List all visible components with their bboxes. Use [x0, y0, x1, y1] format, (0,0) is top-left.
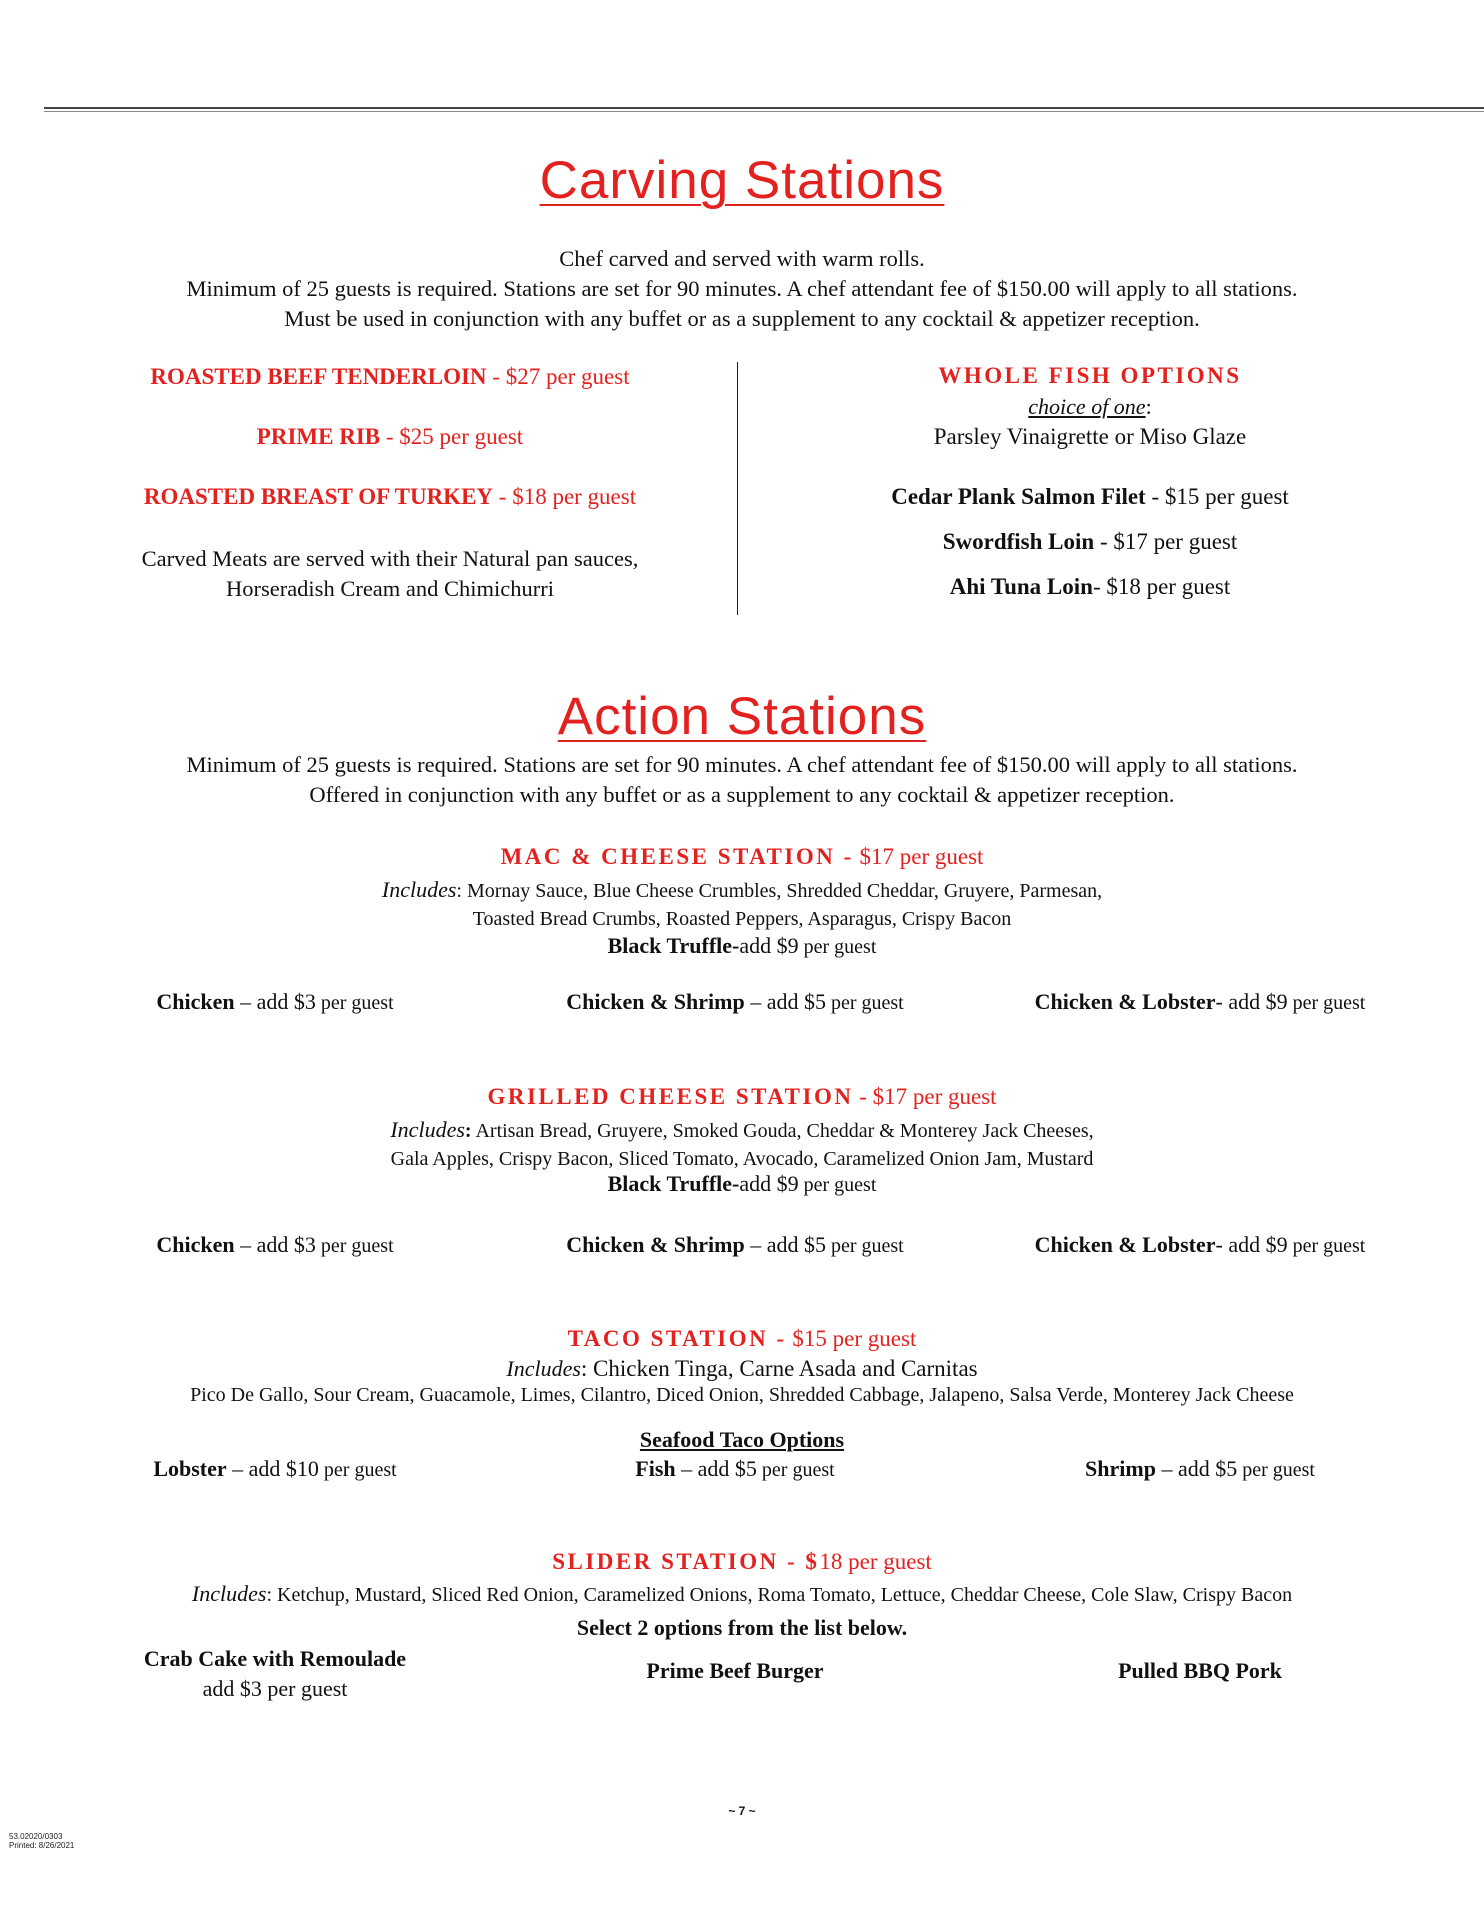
- top-rule: [44, 107, 1484, 109]
- includes-label: Includes: [381, 877, 457, 902]
- addon-add: - add $9: [1215, 1232, 1288, 1257]
- addon-per: per guest: [825, 992, 904, 1014]
- truffle-name: Black Truffle-: [607, 1171, 740, 1196]
- slider-select-text: Select 2 options from the list below.: [576, 1615, 908, 1640]
- footer-printed: Printed: 8/26/2021: [9, 1841, 75, 1850]
- grilled-addon: [80, 1232, 470, 1258]
- carving-note: [40, 544, 740, 604]
- addon-add: – add $5: [675, 1456, 757, 1481]
- includes-text: Artisan Bread, Gruyere, Smoked Gouda, Cheddar & Monterey Jack Cheeses,: [471, 1120, 1094, 1142]
- addon-per: per guest: [825, 1235, 904, 1257]
- fish-item-price: - $15 per guest: [1145, 484, 1289, 509]
- column-divider: [737, 362, 738, 615]
- fish-item: [740, 484, 1440, 510]
- taco-header: [0, 1326, 1484, 1352]
- carving-intro-line: Minimum of 25 guests is required. Stations are set for 90 minutes. A chef attendant fee of $150.00 will apply to all stations.: [186, 276, 1298, 301]
- truffle-per: per guest: [798, 936, 877, 958]
- addon-add: – add $10: [226, 1456, 319, 1481]
- grilled-truffle: [0, 1171, 1484, 1197]
- taco-addon: [80, 1456, 470, 1482]
- choice-of-one: choice of one: [1028, 394, 1146, 419]
- taco-addon: [1000, 1456, 1400, 1482]
- carving-intro-line: Must be used in conjunction with any buffet or as a supplement to any cocktail & appetizer reception.: [284, 306, 1200, 331]
- includes-line: Pico De Gallo, Sour Cream, Guacamole, Limes, Cilantro, Diced Onion, Shredded Cabbage, Jalapeno, Salsa Verde, Monterey Jack Cheese: [190, 1384, 1294, 1406]
- choice-label: [740, 394, 1440, 420]
- addon-name: Chicken & Shrimp: [566, 1232, 745, 1257]
- truffle-name: Black Truffle-: [607, 933, 740, 958]
- mac-addon: [80, 989, 470, 1015]
- carving-item-price: - $27 per guest: [486, 364, 630, 389]
- includes-line: Toasted Bread Crumbs, Roasted Peppers, Asparagus, Crispy Bacon: [472, 908, 1012, 930]
- page-number: ~ 7 ~: [728, 1804, 756, 1818]
- carving-intro-line: Chef carved and served with warm rolls.: [559, 246, 925, 271]
- carving-intro: [0, 244, 1484, 334]
- carving-note-line: Carved Meats are served with their Natural pan sauces,: [141, 546, 639, 571]
- includes-line: Gala Apples, Crispy Bacon, Sliced Tomato, Avocado, Caramelized Onion Jam, Mustard: [390, 1148, 1094, 1170]
- includes-text: : Mornay Sauce, Blue Cheese Crumbles, Shredded Cheddar, Gruyere, Parmesan,: [456, 880, 1103, 902]
- grilled-cheese-header: [0, 1084, 1484, 1110]
- action-intro: [0, 750, 1484, 810]
- mac-cheese-price: $17 per guest: [853, 844, 984, 869]
- truffle-add: add $9: [739, 933, 799, 958]
- addon-per: per guest: [318, 1459, 397, 1481]
- includes-line: [0, 1356, 1484, 1382]
- fish-item: [740, 574, 1440, 600]
- includes-line: [0, 876, 1484, 905]
- action-title: Action Stations: [557, 687, 927, 746]
- carving-item-price: - $18 per guest: [493, 484, 637, 509]
- fish-item-name: Ahi Tuna Loin: [949, 574, 1093, 599]
- addon-add: – add $3: [234, 1232, 316, 1257]
- grilled-cheese-title: GRILLED CHEESE STATION: [487, 1084, 854, 1109]
- addon-name: Chicken & Shrimp: [566, 989, 745, 1014]
- fish-item-price: - $18 per guest: [1092, 574, 1231, 599]
- addon-name: Chicken & Lobster: [1034, 989, 1216, 1014]
- carving-item-name: PRIME RIB: [256, 424, 381, 449]
- whole-fish-title: WHOLE FISH OPTIONS: [938, 363, 1242, 388]
- taco-addon: [500, 1456, 970, 1482]
- addon-name: Chicken: [156, 1232, 235, 1257]
- carving-item: [40, 424, 740, 450]
- includes-line: [0, 1116, 1484, 1145]
- carving-item: [40, 364, 740, 390]
- slider-title: SLIDER STATION - $: [552, 1549, 820, 1574]
- top-rule-thin: [44, 111, 1484, 112]
- addon-add: – add $3: [234, 989, 316, 1014]
- addon-name: Lobster: [153, 1456, 227, 1481]
- includes-colon: :: [464, 1120, 472, 1142]
- mac-cheese-includes: [0, 876, 1484, 933]
- mac-truffle: [0, 933, 1484, 959]
- addon-name: Chicken & Lobster: [1034, 1232, 1216, 1257]
- slider-includes: [0, 1581, 1484, 1607]
- mac-cheese-title: MAC & CHEESE STATION -: [500, 844, 854, 869]
- fish-item: [740, 529, 1440, 555]
- sauce-choices: Parsley Vinaigrette or Miso Glaze: [933, 424, 1247, 449]
- addon-name: Chicken: [156, 989, 235, 1014]
- carving-note-line: Horseradish Cream and Chimichurri: [225, 576, 555, 601]
- fish-item-name: Cedar Plank Salmon Filet: [891, 484, 1146, 509]
- grilled-cheese-price: - $17 per guest: [853, 1084, 997, 1109]
- footer-code: 53.02020/0303: [9, 1832, 63, 1841]
- slider-option: Prime Beef Burger: [646, 1658, 824, 1683]
- includes-text: : Ketchup, Mustard, Sliced Red Onion, Caramelized Onions, Roma Tomato, Lettuce, Cheddar Cheese, Cole Slaw, Crispy Bacon: [266, 1584, 1293, 1606]
- includes-label: Includes: [191, 1581, 267, 1606]
- slider-option-note: add $3 per guest: [202, 1676, 348, 1701]
- fish-item-price: - $17 per guest: [1094, 529, 1238, 554]
- taco-title: TACO STATION -: [567, 1326, 787, 1351]
- mac-addon: [980, 989, 1420, 1015]
- carving-item-name: ROASTED BREAST OF TURKEY: [143, 484, 494, 509]
- slider-price: 18 per guest: [819, 1549, 932, 1574]
- fish-item-name: Swordfish Loin: [942, 529, 1095, 554]
- footer-meta: [9, 1832, 74, 1850]
- seafood-taco-title: Seafood Taco Options: [639, 1427, 845, 1452]
- slider-header: [0, 1549, 1484, 1575]
- addon-add: – add $5: [1155, 1456, 1238, 1481]
- taco-price: $15 per guest: [786, 1326, 917, 1351]
- addon-add: – add $5: [744, 1232, 826, 1257]
- grilled-addon: [500, 1232, 970, 1258]
- addon-name: Fish: [635, 1456, 676, 1481]
- slider-option: [80, 1644, 470, 1704]
- mac-addon: [500, 989, 970, 1015]
- addon-per: per guest: [1287, 1235, 1366, 1257]
- addon-per: per guest: [315, 1235, 394, 1257]
- includes-label: Includes: [506, 1356, 581, 1381]
- truffle-add: add $9: [739, 1171, 799, 1196]
- addon-add: – add $5: [744, 989, 826, 1014]
- addon-per: per guest: [1237, 1459, 1315, 1481]
- addon-name: Shrimp: [1085, 1456, 1156, 1481]
- grilled-cheese-includes: [0, 1116, 1484, 1173]
- grilled-addon: [980, 1232, 1420, 1258]
- includes-text: : Chicken Tinga, Carne Asada and Carnitas: [580, 1356, 978, 1381]
- slider-option-name: Crab Cake with Remoulade: [143, 1646, 407, 1671]
- addon-per: per guest: [756, 1459, 835, 1481]
- truffle-per: per guest: [798, 1174, 877, 1196]
- addon-per: per guest: [1287, 992, 1366, 1014]
- carving-item-name: ROASTED BEEF TENDERLOIN: [150, 364, 487, 389]
- addon-add: - add $9: [1215, 989, 1288, 1014]
- slider-option: Pulled BBQ Pork: [1118, 1658, 1282, 1683]
- carving-title: Carving Stations: [539, 151, 945, 210]
- taco-includes: [0, 1356, 1484, 1407]
- carving-item: [40, 484, 740, 510]
- choice-colon: :: [1145, 394, 1152, 419]
- carving-item-price: - $25 per guest: [380, 424, 524, 449]
- addon-per: per guest: [315, 992, 394, 1014]
- action-intro-line: Offered in conjunction with any buffet or as a supplement to any cocktail & appetizer reception.: [309, 782, 1175, 807]
- includes-label: Includes: [390, 1117, 465, 1142]
- mac-cheese-header: [0, 844, 1484, 870]
- action-intro-line: Minimum of 25 guests is required. Stations are set for 90 minutes. A chef attendant fee of $150.00 will apply to all stations.: [186, 752, 1298, 777]
